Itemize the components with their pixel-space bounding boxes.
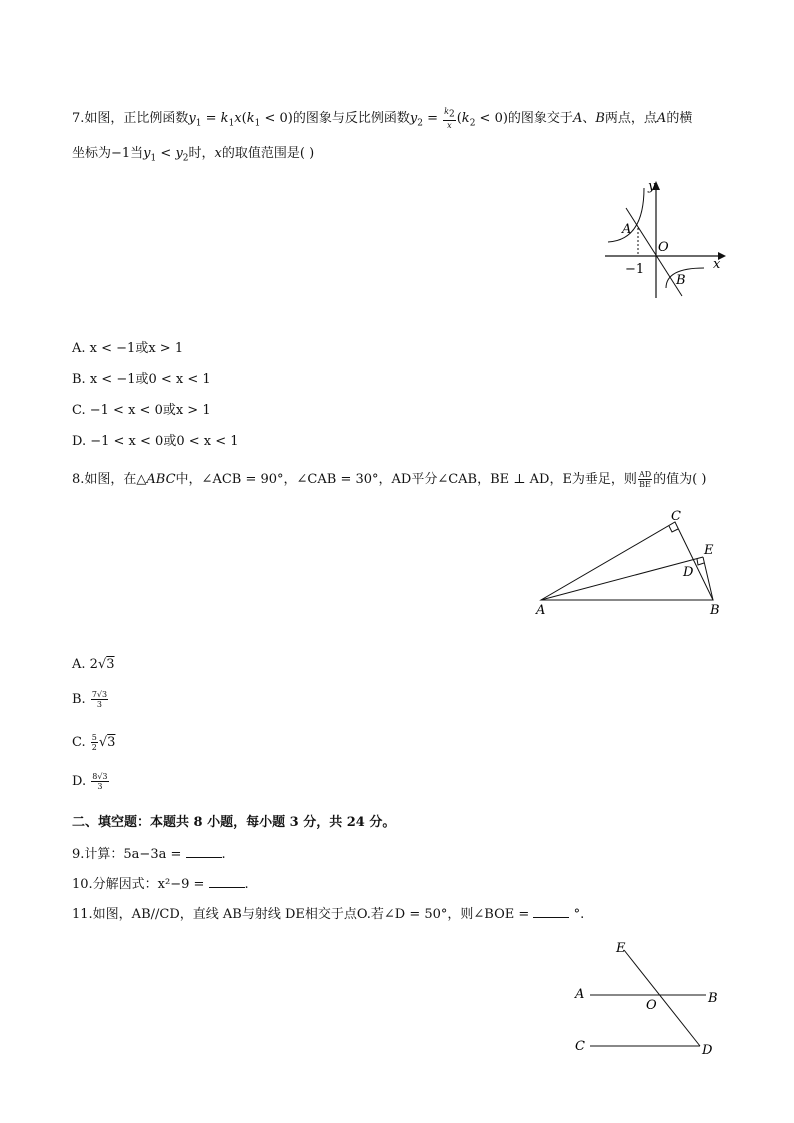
frac-den: 3	[96, 700, 103, 709]
q11-figure	[570, 940, 740, 1060]
q9-text: 9.计算：5a−3a =	[72, 847, 182, 862]
fraction-ad-over-be	[638, 470, 652, 489]
frac-den: BE	[639, 480, 651, 489]
section-2-heading: 二、填空题：本题共 8 小题，每小题 3 分，共 24 分。	[72, 815, 396, 830]
label-D: D	[683, 565, 694, 580]
label-neg1: −1	[625, 262, 645, 277]
q8-text-a: 8.如图，在	[72, 472, 137, 487]
right-angle-c	[669, 526, 678, 532]
q8-triangle	[535, 510, 735, 620]
option-letter: A.	[72, 341, 86, 356]
q7-option-d[interactable]	[72, 432, 239, 452]
answer-blank[interactable]	[209, 875, 245, 888]
label-A: A	[575, 987, 585, 1002]
q7-text-c: 的图象交于	[507, 110, 573, 126]
question-10	[72, 875, 249, 895]
label-E: E	[704, 543, 714, 558]
option-coef: 2	[89, 657, 98, 672]
option-letter: D.	[72, 774, 87, 789]
label-O: O	[646, 998, 657, 1013]
label-A: A	[536, 603, 546, 618]
q8-option-d[interactable]	[72, 772, 110, 792]
right-angle-e	[697, 559, 704, 565]
q7-option-a[interactable]	[72, 339, 183, 359]
label-O: O	[658, 240, 669, 255]
option-letter: B.	[72, 372, 86, 387]
label-B: B	[676, 273, 686, 288]
label-A: A	[622, 222, 632, 237]
question-9	[72, 845, 226, 865]
q11-end: °.	[573, 907, 585, 922]
q7-text-d: 、	[582, 110, 596, 126]
q9-end: .	[221, 847, 226, 862]
q7-option-c[interactable]	[72, 401, 211, 421]
question-7-line1: 7.如图，正比例函数$y_1 = k_1x(k_1 < 0)$的图象与反比例函数$y_2$ = $\frac{k_2}{x}$ $(k_2 < 0)$的图象交于A、B两点，点A的横	[72, 107, 693, 130]
frac-num: 5	[91, 733, 97, 742]
q7-text-i: 的取值范围是( )	[221, 146, 315, 161]
q8-text-b: 中，∠ACB = 90°，∠CAB = 30°，AD平分∠CAB，BE ⊥ AD，E为垂足，则	[175, 472, 637, 487]
q7-text-h: 时，	[188, 146, 215, 161]
label-C: C	[671, 509, 681, 524]
label-D: D	[702, 1043, 713, 1058]
proportional-line	[626, 208, 682, 296]
frac-num: 7√3	[91, 690, 108, 699]
q8-text-c: 的值为( )	[653, 472, 707, 487]
question-11	[72, 905, 584, 925]
frac-num: AD	[638, 470, 652, 479]
q10-text: 10.分解因式：x²−9 =	[72, 877, 205, 892]
label-B: B	[710, 603, 720, 618]
frac-num: 8√3	[92, 772, 108, 781]
option-letter: C.	[72, 735, 86, 750]
q7-text-f: 的横	[666, 110, 693, 126]
option-fraction	[91, 690, 108, 709]
question-8: 8.如图，在△ABC中，∠ACB = 90°，∠CAB = 30°，AD平分∠CAB，BE ⊥ AD，E为垂足，则 $\frac{AD}{BE}$ 的值为( )	[72, 470, 707, 489]
label-y: y	[648, 179, 656, 194]
ray-de	[624, 950, 700, 1046]
q8-option-a[interactable]: A. 2√3	[72, 657, 115, 672]
option-text: −1 < x < 0或x > 1	[89, 403, 211, 418]
option-root: 3	[106, 657, 115, 672]
q7-option-b[interactable]	[72, 370, 211, 390]
option-letter: B.	[72, 692, 86, 707]
q8-option-c[interactable]: C. $\frac{5}{2}$ √3	[72, 733, 116, 752]
q7-text-a: 7.如图，正比例函数	[72, 110, 189, 126]
q8-option-b[interactable]	[72, 690, 109, 710]
q7-text-e: 两点，点	[604, 110, 657, 126]
frac-den: 3	[97, 782, 103, 791]
label-x: x	[713, 257, 721, 272]
frac-den: 2	[91, 743, 97, 752]
label-E: E	[616, 941, 626, 956]
option-text: x < −1或0 < x < 1	[89, 372, 211, 387]
option-fraction	[91, 772, 108, 791]
segment-ae	[541, 557, 703, 600]
q7-graph	[600, 178, 740, 298]
answer-blank[interactable]	[186, 845, 222, 858]
label-C: C	[575, 1039, 585, 1054]
label-B: B	[708, 991, 718, 1006]
q7-text-b: 的图象与反比例函数	[292, 110, 410, 126]
q7-text-g: 坐标为−1当	[72, 146, 144, 161]
option-letter: A.	[72, 657, 86, 672]
question-7-line2: 坐标为−1当$y_1 < y_2$时，x的取值范围是( )	[72, 146, 315, 164]
option-root: 3	[107, 735, 116, 750]
option-letter: C.	[72, 403, 86, 418]
q10-end: .	[244, 877, 249, 892]
segment-eb	[703, 557, 713, 600]
option-letter: D.	[72, 434, 87, 449]
option-text: x < −1或x > 1	[89, 341, 184, 356]
option-fraction	[91, 733, 98, 752]
fraction-k2-over-x: $\frac{k_2}{x}$	[444, 107, 455, 130]
answer-blank[interactable]	[533, 905, 569, 918]
option-text: −1 < x < 0或0 < x < 1	[90, 434, 239, 449]
q11-text: 11.如图，AB//CD，直线 AB与射线 DE相交于点O.若∠D = 50°，则∠BOE =	[72, 907, 530, 922]
